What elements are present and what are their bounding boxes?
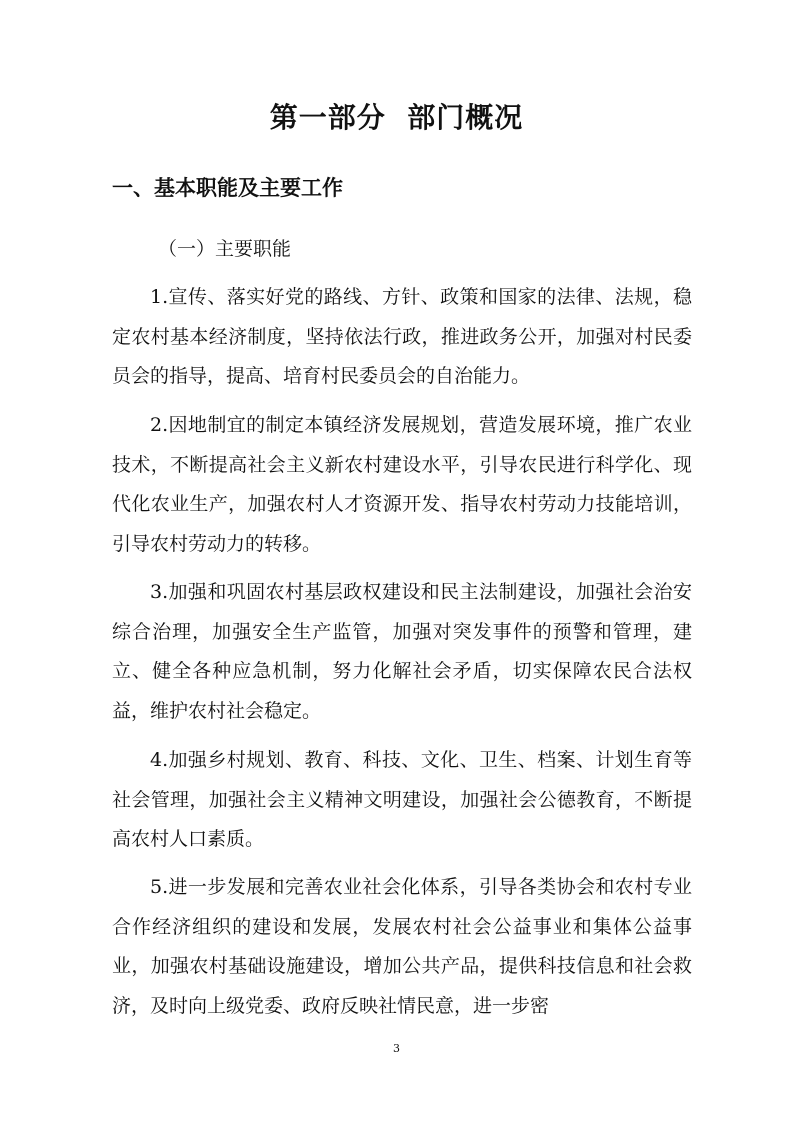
paragraph-1: 1.宣传、落实好党的路线、方针、政策和国家的法律、法规，稳定农村基本经济制度，坚持依法行政，推进政务公开，加强对村民委员会的指导，提高、培育村民委员会的自治能力。 [112,286,692,387]
paragraph-5: 5.进一步发展和完善农业社会化体系，引导各类协会和农村专业合作经济组织的建设和发展，发展农村社会公益事业和集体公益事业，加强农村基础设施建设，增加公共产品，提供科技信息和社会救济，及时向上级党委、政府反映社情民意，进一步密 [112,876,692,1017]
paragraph-4: 4.加强乡村规划、教育、科技、文化、卫生、档案、计划生育等社会管理，加强社会主义精神文明建设，加强社会公德教育，不断提高农村人口素质。 [112,749,692,850]
page-title: 第一部分 部门概况 [269,101,524,134]
page-number: 3 [393,1042,400,1055]
paragraph-2: 2.因地制宜的制定本镇经济发展规划，营造发展环境，推广农业技术，不断提高社会主义新农村建设水平，引导农民进行科学化、现代化农业生产，加强农村人才资源开发、指导农村劳动力技能培训，引导农村劳动力的转移。 [112,414,692,555]
subsection-heading: （一）主要职能 [158,238,292,260]
paragraph-3: 3.加强和巩固农村基层政权建设和民主法制建设，加强社会治安综合治理，加强安全生产监管，加强对突发事件的预警和管理，建立、健全各种应急机制，努力化解社会矛盾，切实保障农民合法权益，维护农村社会稳定。 [112,581,692,722]
section-heading: 一、基本职能及主要工作 [112,176,343,200]
